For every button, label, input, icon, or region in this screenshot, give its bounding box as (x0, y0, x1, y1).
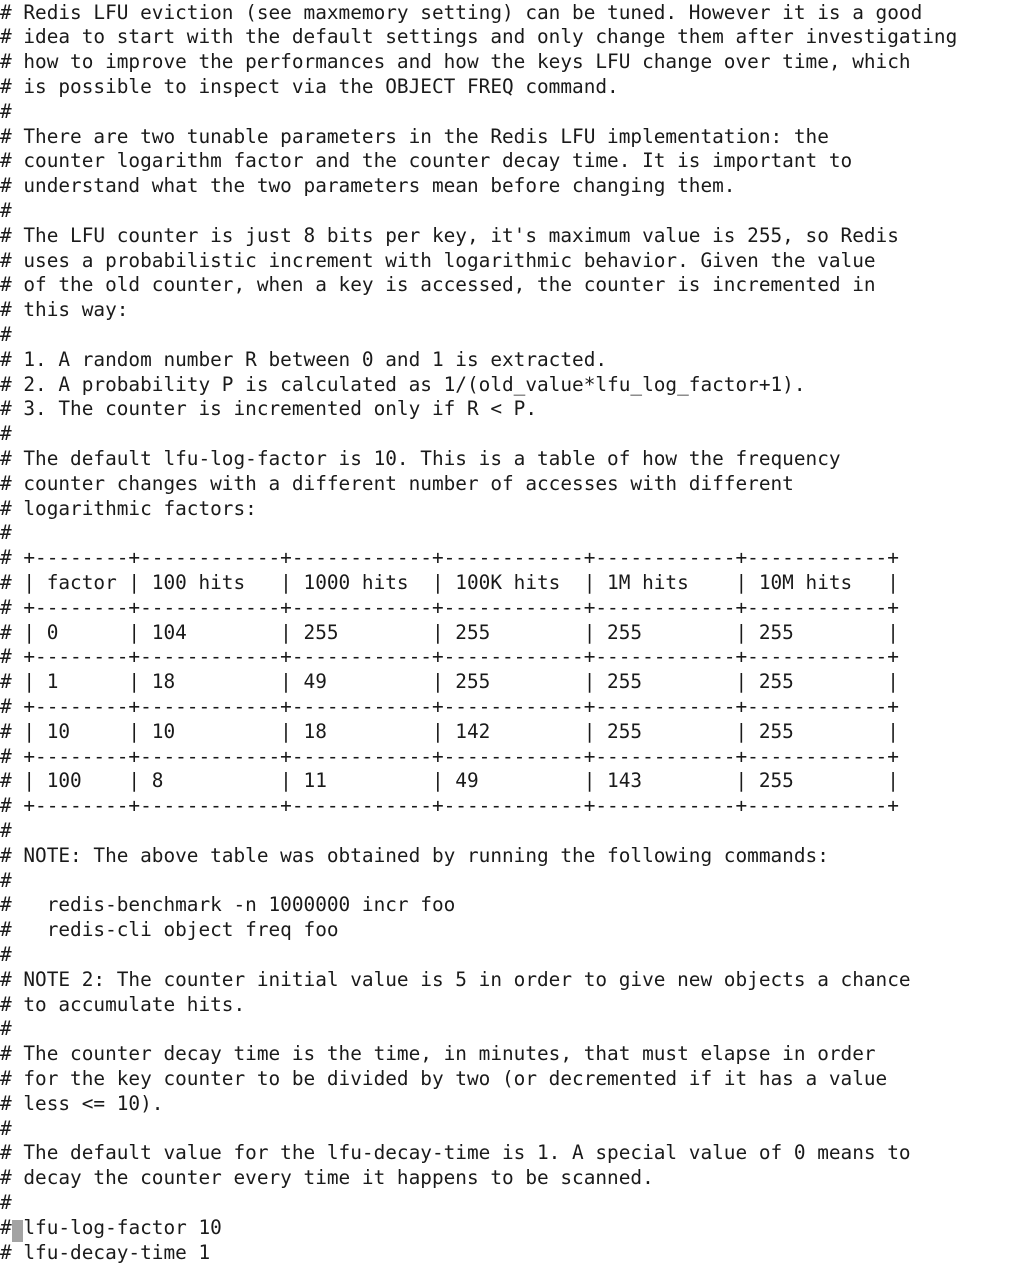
text-cursor (12, 1220, 24, 1242)
terminal-line: # counter changes with a different number of accesses with different (0, 471, 794, 495)
terminal-line: # The default lfu-log-factor is 10. This is a table of how the frequency (0, 446, 841, 470)
terminal-line: # (0, 1116, 12, 1140)
cursor-line-prefix: # (0, 1215, 12, 1239)
terminal-line: # (0, 1190, 12, 1214)
terminal-line: # redis-benchmark -n 1000000 incr foo (0, 893, 456, 917)
terminal-line: # | 0 | 104 | 255 | 255 | 255 | 255 | (0, 620, 899, 644)
terminal-line: # | 100 | 8 | 11 | 49 | 143 | 255 | (0, 769, 899, 793)
cursor-line-text: lfu-log-factor 10 (23, 1215, 222, 1239)
terminal-line: # The default value for the lfu-decay-time is 1. A special value of 0 means to (0, 1141, 911, 1165)
terminal-line: # (0, 1017, 12, 1041)
terminal-line: # | 1 | 18 | 49 | 255 | 255 | 255 | (0, 670, 899, 694)
terminal-line: # +--------+------------+------------+------------+------------+------------+ (0, 794, 899, 818)
terminal-line: # (0, 868, 12, 892)
terminal-line: # (0, 198, 12, 222)
terminal-line: # logarithmic factors: (0, 496, 257, 520)
terminal-line: # Redis LFU eviction (see maxmemory setting) can be tuned. However it is a good (0, 0, 923, 24)
terminal-line: # There are two tunable parameters in the Redis LFU implementation: the (0, 124, 829, 148)
terminal-line: # how to improve the performances and how the keys LFU change over time, which (0, 50, 911, 74)
terminal-line: # (0, 942, 12, 966)
terminal-line: # +--------+------------+------------+------------+------------+------------+ (0, 546, 899, 570)
terminal-line: # 2. A probability P is calculated as 1/(old_value*lfu_log_factor+1). (0, 372, 806, 396)
terminal-line: # +--------+------------+------------+------------+------------+------------+ (0, 744, 899, 768)
terminal-line: # The counter decay time is the time, in minutes, that must elapse in order (0, 1042, 876, 1066)
terminal-line: # The LFU counter is just 8 bits per key, it's maximum value is 255, so Redis (0, 223, 899, 247)
terminal-line: # understand what the two parameters mean before changing them. (0, 174, 736, 198)
terminal-line: # | factor | 100 hits | 1000 hits | 100K hits | 1M hits | 10M hits | (0, 570, 899, 594)
terminal-line: # to accumulate hits. (0, 992, 246, 1016)
terminal-line: # (0, 322, 12, 346)
terminal-line: # | 10 | 10 | 18 | 142 | 255 | 255 | (0, 719, 899, 743)
terminal-line: # NOTE 2: The counter initial value is 5 in order to give new objects a chance (0, 967, 911, 991)
terminal-line: # (0, 521, 12, 545)
terminal-line: # decay the counter every time it happens to be scanned. (0, 1166, 654, 1190)
terminal-line: # (0, 818, 12, 842)
terminal-line: # of the old counter, when a key is accessed, the counter is incremented in (0, 273, 876, 297)
terminal-line: # idea to start with the default settings and only change them after investigating (0, 25, 958, 49)
terminal-line: # (0, 99, 12, 123)
terminal-line: # +--------+------------+------------+------------+------------+------------+ (0, 645, 899, 669)
terminal-line: # lfu-decay-time 1 (0, 1240, 211, 1264)
terminal-line: # for the key counter to be divided by two (or decremented if it has a value (0, 1066, 888, 1090)
terminal-line: # this way: (0, 298, 129, 322)
terminal-line: # redis-cli object freq foo (0, 918, 339, 942)
terminal-line: # counter logarithm factor and the counter decay time. It is important to (0, 149, 853, 173)
terminal-line: # is possible to inspect via the OBJECT FREQ command. (0, 74, 619, 98)
terminal-line: # less <= 10). (0, 1091, 164, 1115)
terminal-line: # NOTE: The above table was obtained by running the following commands: (0, 843, 829, 867)
terminal-line: # +--------+------------+------------+------------+------------+------------+ (0, 595, 899, 619)
terminal-line: # (0, 422, 12, 446)
terminal-line: # 3. The counter is incremented only if R < P. (0, 397, 538, 421)
cursor-line (0, 1216, 222, 1241)
terminal-line: # +--------+------------+------------+------------+------------+------------+ (0, 694, 899, 718)
terminal-line: # uses a probabilistic increment with logarithmic behavior. Given the value (0, 248, 876, 272)
terminal-line: # 1. A random number R between 0 and 1 is extracted. (0, 347, 608, 371)
